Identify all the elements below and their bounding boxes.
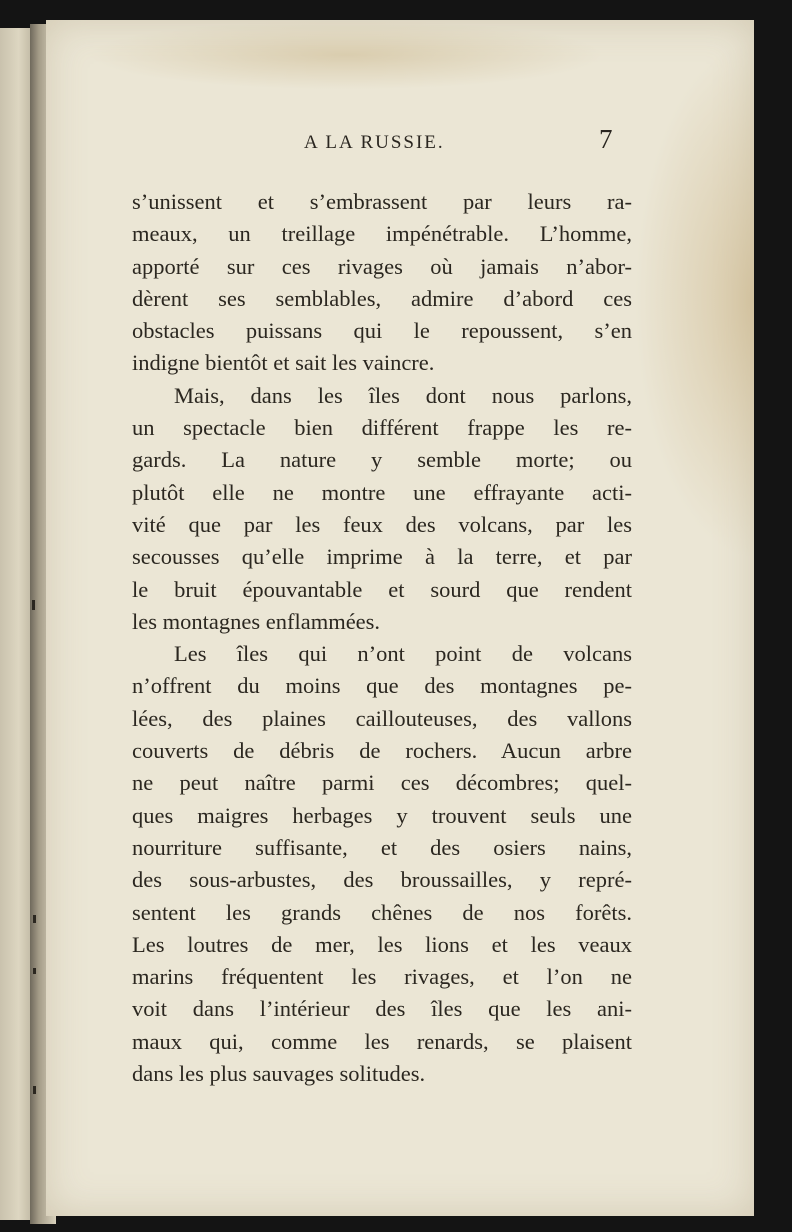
text-line: le bruit épouvantable et sourd que rendent — [132, 576, 632, 602]
facing-page-edge — [0, 28, 34, 1220]
text-line: voit dans l’intérieur des îles que les ani- — [132, 996, 632, 1022]
gutter-mark — [33, 968, 36, 974]
water-stain — [634, 40, 754, 560]
text-line: les montagnes enflammées. — [132, 608, 381, 634]
gutter-mark — [33, 915, 36, 923]
page-number: 7 — [599, 124, 613, 154]
text-line: nourriture suffisante, et des osiers nains, — [132, 834, 632, 860]
text-line: indigne bientôt et sait les vaincre. — [132, 350, 435, 376]
text-line: apporté sur ces rivages où jamais n’abor- — [132, 253, 632, 279]
text-line: dèrent ses semblables, admire d’abord ces — [132, 285, 632, 311]
text-line: n’offrent du moins que des montagnes pe- — [132, 673, 632, 699]
text-line: couverts de débris de rochers. Aucun arbre — [132, 738, 632, 764]
text-line: vité que par les feux des volcans, par les — [132, 511, 632, 537]
text-line: ne peut naître parmi ces décombres; quel- — [132, 770, 632, 796]
book-page — [46, 20, 754, 1216]
text-line: Les loutres de mer, les lions et les veaux — [132, 931, 632, 957]
text-line: ques maigres herbages y trouvent seuls une — [132, 802, 632, 828]
text-line: gards. La nature y semble morte; ou — [132, 447, 632, 473]
text-line: dans les plus sauvages solitudes. — [132, 1061, 426, 1087]
text-line: obstacles puissans qui le repoussent, s’en — [132, 318, 632, 344]
text-line: secousses qu’elle imprime à la terre, et par — [132, 544, 632, 570]
gutter-mark — [32, 600, 35, 610]
running-title: A LA RUSSIE. — [304, 132, 445, 153]
text-line: Mais, dans les îles dont nous parlons, — [174, 382, 632, 408]
text-line: un spectacle bien différent frappe les re- — [132, 415, 632, 441]
text-line: Les îles qui n’ont point de volcans — [174, 641, 632, 667]
text-line: meaux, un treillage impénétrable. L’homme, — [132, 221, 632, 247]
text-line: maux qui, comme les renards, se plaisent — [132, 1028, 632, 1054]
text-line: sentent les grands chênes de nos forêts. — [132, 899, 632, 925]
gutter-mark — [33, 1086, 36, 1094]
water-stain — [86, 20, 606, 90]
text-line: plutôt elle ne montre une effrayante acti- — [132, 479, 632, 505]
text-line: lées, des plaines caillouteuses, des vallons — [132, 705, 632, 731]
body-text — [132, 186, 632, 1090]
text-line: s’unissent et s’embrassent par leurs ra- — [132, 189, 632, 214]
text-line: des sous-arbustes, des broussailles, y repré- — [132, 867, 632, 893]
text-line: marins fréquentent les rivages, et l’on ne — [132, 964, 632, 990]
